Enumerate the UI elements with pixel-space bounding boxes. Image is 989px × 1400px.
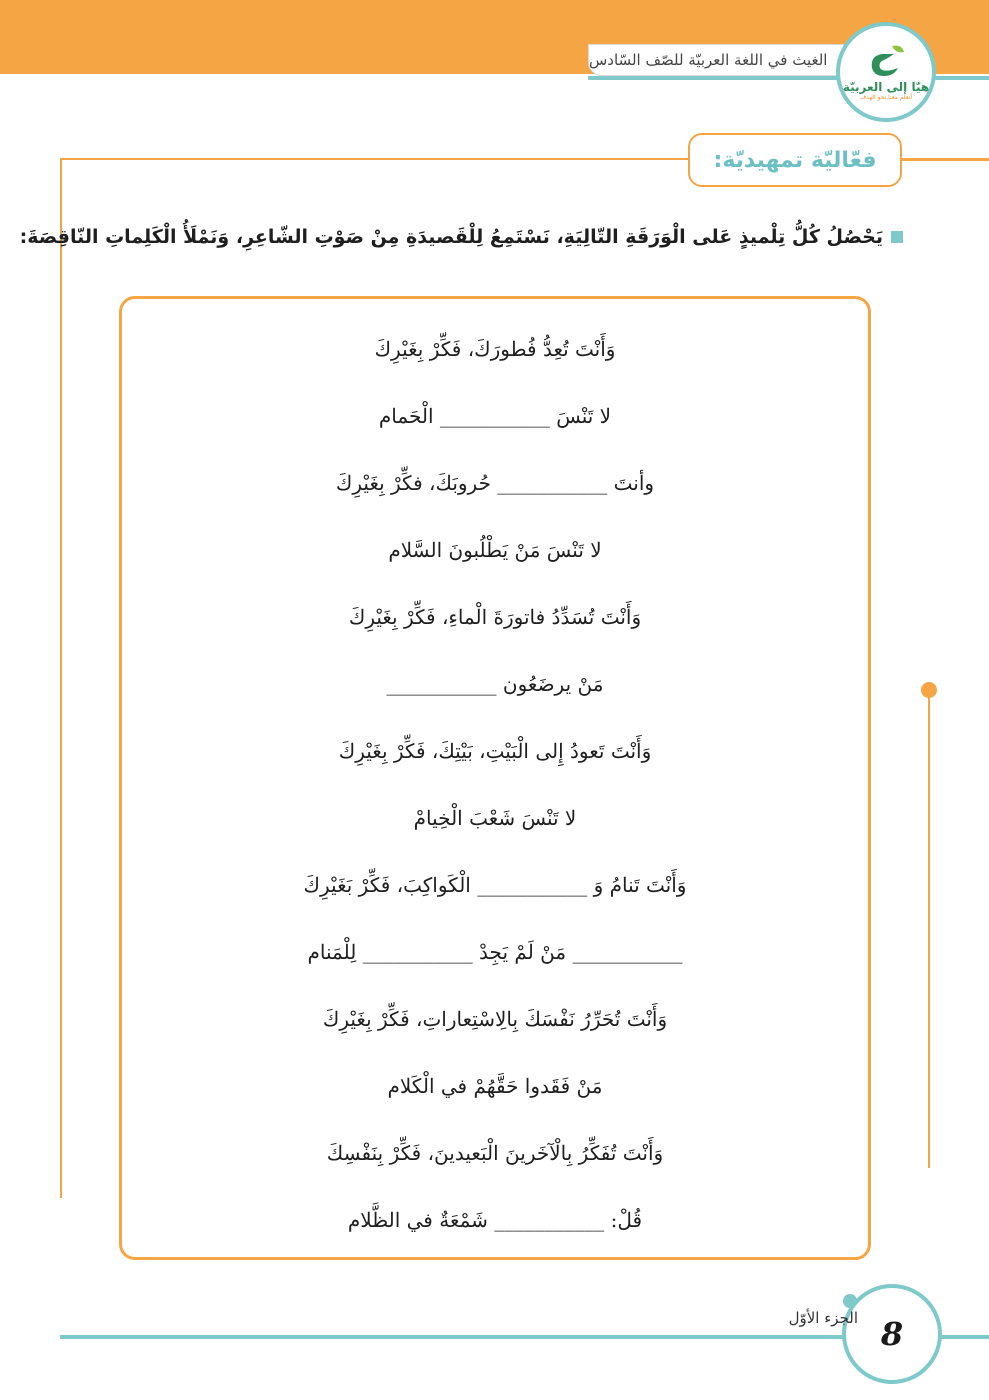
poem-line: ___________ مَنْ لَمْ يَجِدْ ___________ لِلْمَنام [307,940,683,964]
activity-badge [688,133,902,187]
square-bullet-icon [891,231,903,243]
activity-title: فعّاليّة تمهيديّة: [713,147,877,173]
logo-slogan: أتعلم معنا نحو الهدف [860,94,912,101]
logo-mark-icon [864,42,908,78]
poem-line: مَنْ يرضَعُون ___________ [386,672,604,696]
poem-line: مَنْ فَقَدوا حَقَّهُمْ في الْكَلام [387,1074,603,1098]
book-title: الغيث في اللغة العربيّة للصّف السّادس [589,51,828,69]
poem-line: قُلْ: ___________ شَمْعَةٌ في الظَّلام [347,1208,643,1232]
side-decoration-line [928,692,930,1168]
poem-line: لا تَنْسَ شَعْبَ الْخِيامْ [413,806,577,830]
instruction-row [19,222,903,252]
poem-line: وَأَنْتَ تَنامُ وَ ___________ الْكَواكِبَ، فَكِّرْ بَغَيْرِكَ [303,873,687,897]
book-title-bar [588,44,878,76]
poem-line: لا تَنْسَ مَنْ يَطْلُبونَ السَّلام [388,538,602,562]
footer-dot [843,1294,857,1308]
poem-line: لا تَنْسَ ___________ الْحَمام [378,404,612,428]
poem-line: وَأَنْتَ تُفَكِّرُ بِالْآخَرينَ الْبَعيدينَ، فَكِّرْ بِنَفْسِكَ [326,1141,664,1165]
poem-line: وَأَنْتَ تُعِدُّ فُطورَكَ، فَكِّرْ بِغَيْرِكَ [374,337,616,361]
poem-line: وأنتَ ___________ حُروبَكَ، فكِّرْ بِغَيْرِكَ [335,471,655,495]
page-number: 8 [880,1315,904,1353]
frame-top-border [60,158,692,160]
poem-line: وَأَنْتَ تُسَدِّدُ فاتورَةَ الْماءِ، فَكِّرْ بِغَيْرِكَ [348,605,642,629]
poem-line: وَأَنْتَ تُحَرِّرُ نَفْسَكَ بِالِاسْتِعاراتِ، فَكِّرْ بِغَيْرِكَ [322,1007,668,1031]
side-decoration-dot [921,682,937,698]
page-number-circle [842,1284,942,1384]
frame-top-right-border [900,158,989,161]
frame-left-border [60,158,62,1198]
publisher-logo [836,22,936,122]
poem-line: وَأَنْتَ تَعودُ إِلى الْبَيْتِ، بَيْتِكَ، فَكِّرْ بِغَيْرِكَ [338,739,652,763]
instruction-text: يَحْصُلُ كُلُّ تِلْميذٍ عَلى الْوَرَقَةِ التّالِيَةِ، نَسْتَمِعُ لِلْقَصيدَةِ مِنْ صَوْتِ الشّاعِرِ، وَنَمْلَأُ الْكَلِماتِ النّاقِصَةَ: [19,226,883,248]
poem-box [119,296,871,1260]
part-label: الجزء الأوّل [788,1309,858,1327]
logo-name: هيّا إلى العربيّة [842,80,930,94]
